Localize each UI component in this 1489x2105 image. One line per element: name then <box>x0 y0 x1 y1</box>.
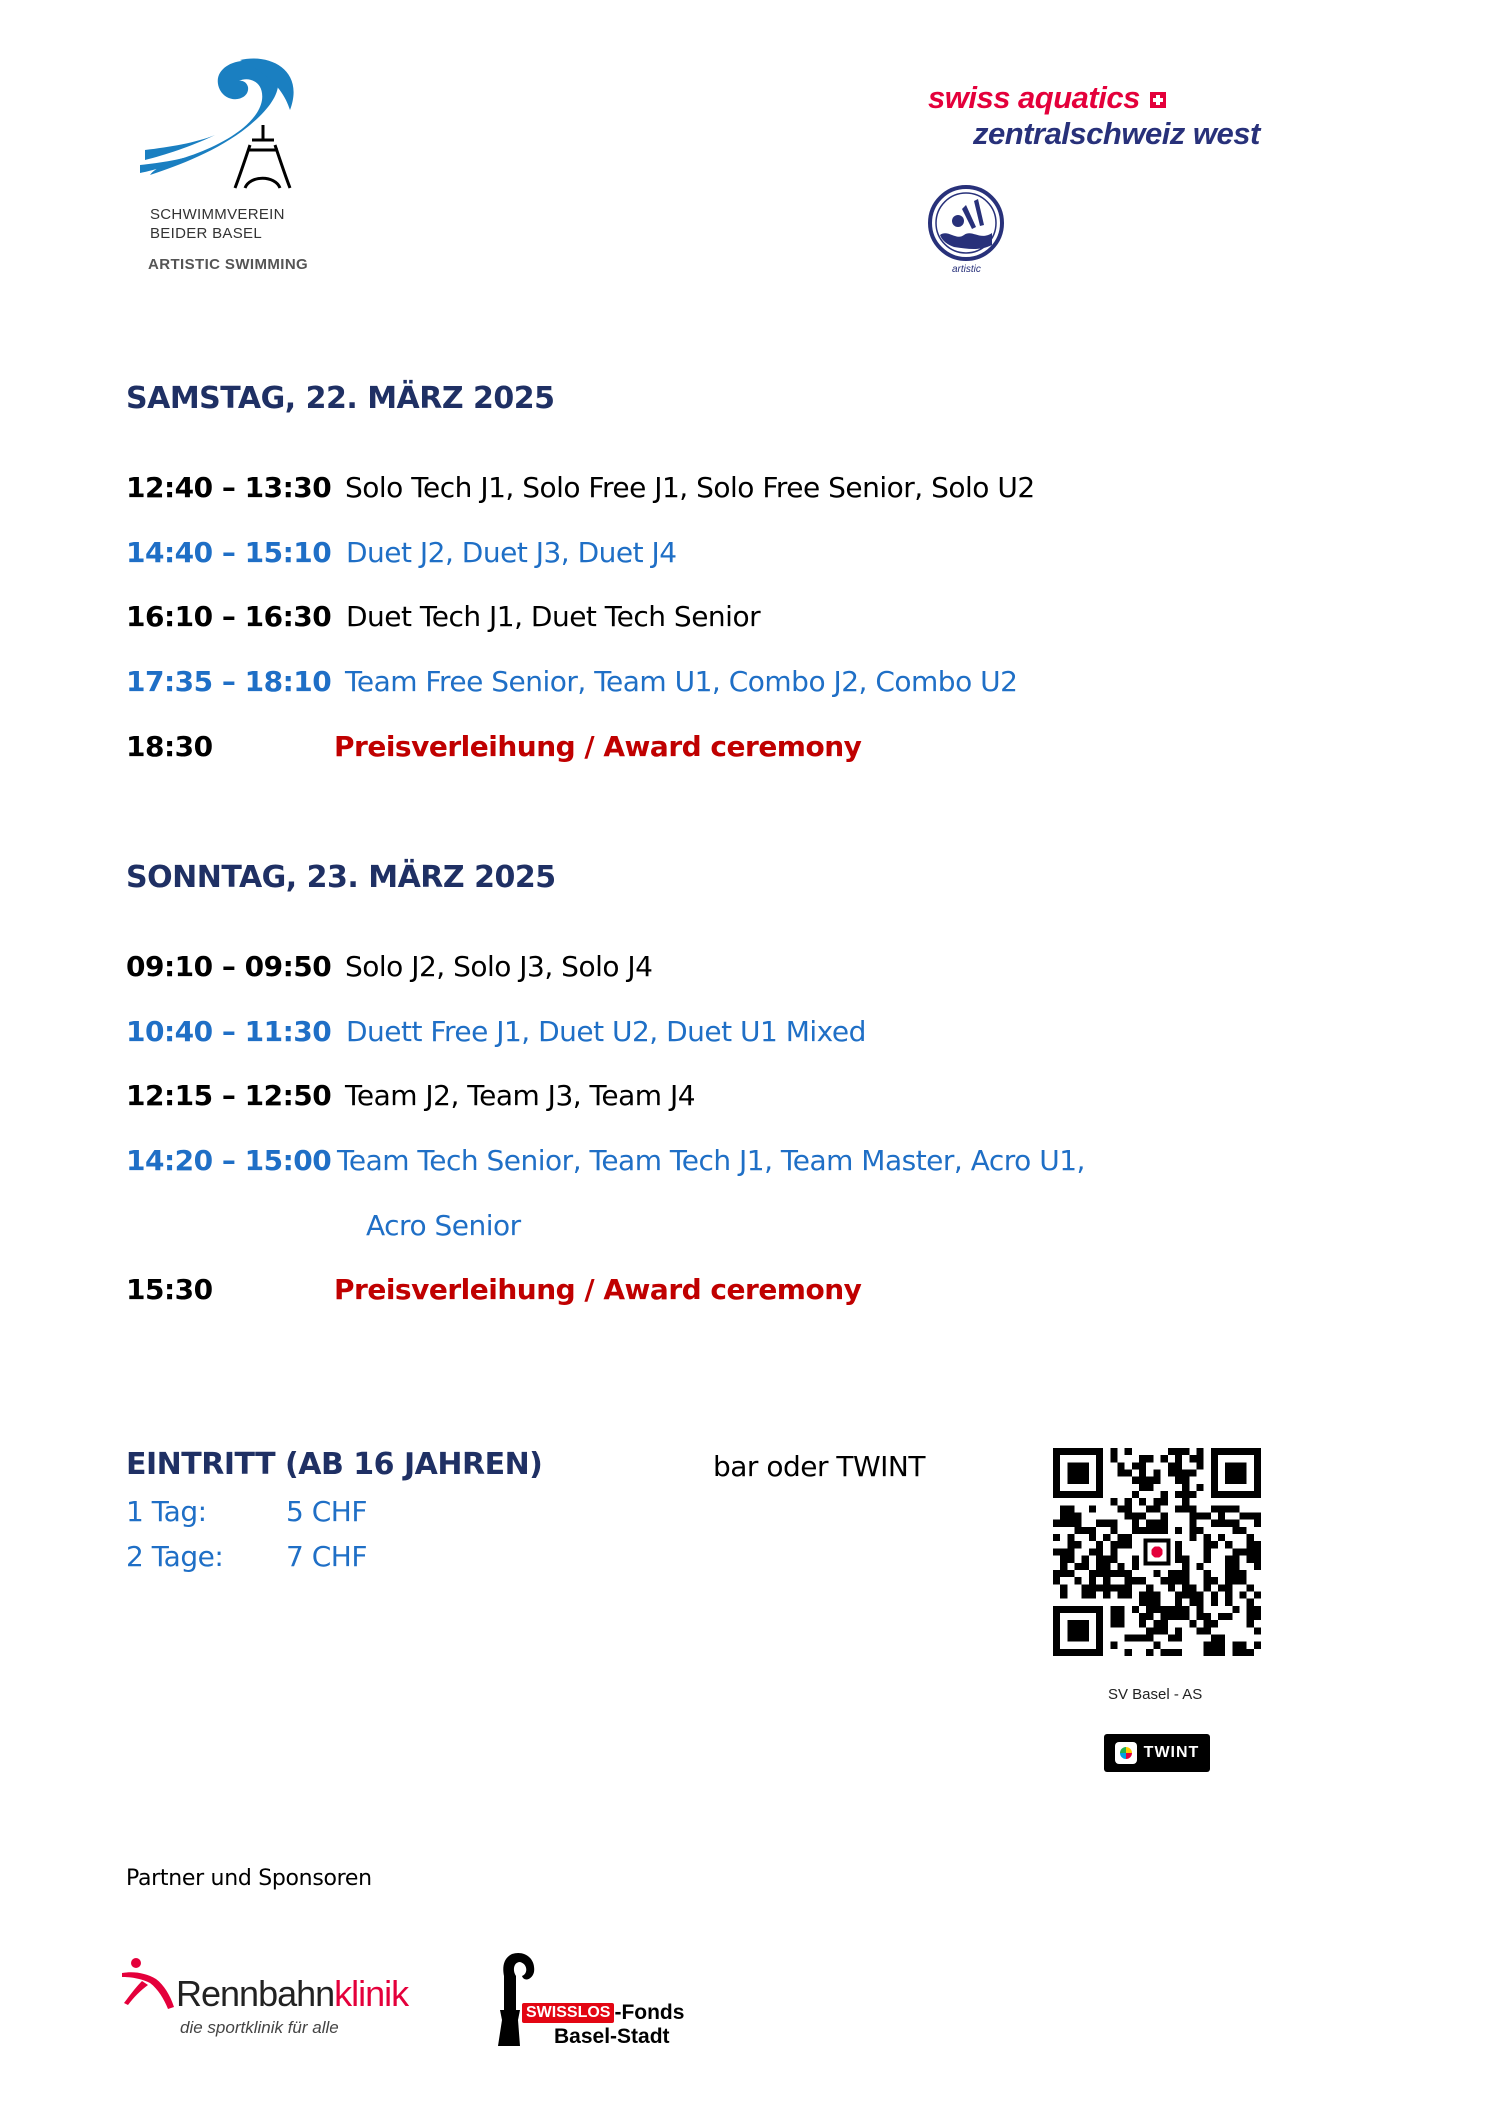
rennbahnklinik-name <box>176 1973 408 2015</box>
price-label: 1 Tag: <box>126 1495 207 1528</box>
award-ceremony-label: Preisverleihung / Award ceremony <box>334 1273 862 1306</box>
partners-label: Partner und Sponsoren <box>126 1866 372 1891</box>
schedule-row <box>126 950 652 983</box>
schedule-row <box>126 1015 866 1048</box>
club-discipline: ARTISTIC SWIMMING <box>148 256 309 273</box>
price-row <box>126 1495 367 1528</box>
basel-staff-icon <box>494 1950 544 2050</box>
federation-badge-label: artistic <box>952 264 981 275</box>
swisslos-logo <box>494 1950 724 2060</box>
twint-label: TWINT <box>1143 1744 1200 1761</box>
schedule-time: 18:30 <box>126 730 213 763</box>
schedule-events: Team J2, Team J3, Team J4 <box>345 1079 696 1112</box>
schedule-row <box>126 471 1035 504</box>
club-wave-emblem <box>140 55 310 190</box>
schedule-events: Solo Tech J1, Solo Free J1, Solo Free Senior, Solo U2 <box>345 471 1035 504</box>
swisslos-suffix: -Fonds <box>614 2001 685 2024</box>
award-ceremony-label: Preisverleihung / Award ceremony <box>334 730 862 763</box>
swisslos-tag: SWISSLOS <box>522 2003 614 2023</box>
federation-logo <box>928 80 1358 290</box>
schedule-events: Team Free Senior, Team U1, Combo J2, Combo U2 <box>345 665 1018 698</box>
schedule-row <box>126 1079 695 1112</box>
rennbahnklinik-name-part1: Rennbahn <box>176 1973 335 2014</box>
schedule-time: 15:30 <box>126 1273 213 1306</box>
schedule-events: Duet J2, Duet J3, Duet J4 <box>346 536 677 569</box>
club-logo <box>140 55 360 285</box>
schedule-time: 16:10 – 16:30 <box>126 600 332 633</box>
sunday-heading: SONNTAG, 23. MÄRZ 2025 <box>126 860 556 895</box>
qr-caption: SV Basel - AS <box>1108 1686 1203 1703</box>
price-row <box>126 1540 367 1573</box>
artistic-swimmer-icon <box>928 185 1008 265</box>
schedule-row <box>126 536 677 569</box>
saturday-heading: SAMSTAG, 22. MÄRZ 2025 <box>126 381 555 416</box>
schedule-time: 14:40 – 15:10 <box>126 536 332 569</box>
schedule-row <box>126 730 861 763</box>
schedule-time: 10:40 – 11:30 <box>126 1015 332 1048</box>
schedule-time: 09:10 – 09:50 <box>126 950 332 983</box>
schedule-time: 17:35 – 18:10 <box>126 665 332 698</box>
payment-method: bar oder TWINT <box>713 1450 925 1483</box>
rennbahnklinik-name-part2: klinik <box>334 1973 409 2014</box>
schedule-events: Acro Senior <box>366 1209 521 1242</box>
schedule-row <box>126 1144 1085 1177</box>
twint-logo-icon <box>1115 1742 1137 1764</box>
federation-name-line1: swiss aquatics <box>928 80 1140 115</box>
swiss-cross-icon <box>1150 92 1166 108</box>
swisslos-line2: Basel-Stadt <box>554 2025 670 2048</box>
rennbahnklinik-logo <box>120 1955 420 2045</box>
price-value: 5 CHF <box>286 1495 367 1528</box>
federation-name-line2: zentralschweiz west <box>973 116 1260 151</box>
rennbahnklinik-tagline: die sportklinik für alle <box>180 2018 339 2037</box>
schedule-row <box>126 665 1017 698</box>
club-name <box>150 205 285 243</box>
schedule-events: Duet Tech J1, Duet Tech Senior <box>346 600 761 633</box>
schedule-time: 12:40 – 13:30 <box>126 471 332 504</box>
schedule-row <box>126 600 760 633</box>
schedule-row-continued <box>366 1209 521 1242</box>
schedule-events: Team Tech Senior, Team Tech J1, Team Master, Acro U1, <box>337 1144 1085 1177</box>
schedule-time: 14:20 – 15:00 <box>126 1144 332 1177</box>
schedule-time: 12:15 – 12:50 <box>126 1079 332 1112</box>
club-name-line2: BEIDER BASEL <box>150 225 262 242</box>
runner-figure-icon <box>120 1955 180 2015</box>
twint-qr-code <box>1053 1448 1261 1656</box>
schedule-events: Duett Free J1, Duet U2, Duet U1 Mixed <box>346 1015 866 1048</box>
entry-heading: EINTRITT (AB 16 JAHREN) <box>126 1447 543 1482</box>
twint-badge <box>1104 1734 1210 1772</box>
schedule-row <box>126 1273 861 1306</box>
club-name-line1: SCHWIMMVEREIN <box>150 206 285 223</box>
schedule-events: Solo J2, Solo J3, Solo J4 <box>345 950 653 983</box>
price-value: 7 CHF <box>286 1540 367 1573</box>
price-label: 2 Tage: <box>126 1540 224 1573</box>
